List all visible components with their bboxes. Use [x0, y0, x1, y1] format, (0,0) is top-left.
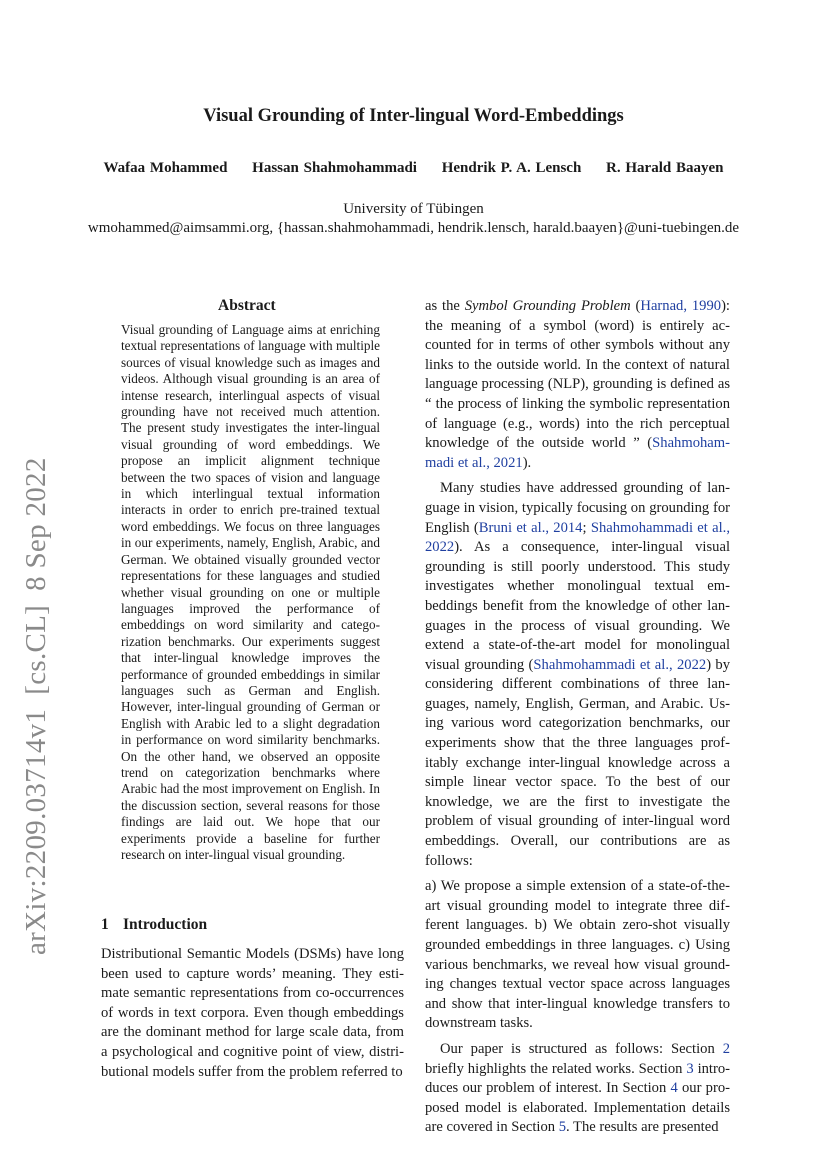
arxiv-date: 8 Sep 2022	[20, 457, 52, 591]
body-paragraph: Our paper is structured as follows: Section 2 briefly highlights the related works. Section 3 introduces our problem of interest. In Section 4 our proposed model is elaborated. Implementation details are covered in Section 5. The results are presented	[425, 1040, 731, 1136]
citation-link[interactable]: Shahmohammadi et al., 2021	[425, 435, 730, 471]
citation-link[interactable]: Shahmohammadi et al., 2022	[425, 519, 730, 556]
section-ref-link[interactable]: 5	[558, 1119, 567, 1136]
author-emails: wmohammed@aimsammi.org, {hassan.shahmohammadi, hendrik.lensch, harald.baayen}@uni-tuebingen.de	[87, 220, 740, 236]
body-paragraph: a) We propose a simple extension of a state-of-the-art visual grounding model to integrate three different languages. b) We obtain zero-shot visually grounded embeddings in three languages. c) Using various benchmarks, we reveal how visual grounding changes textual vector space across languages and show that inter-lingual knowledge transfers to downstream tasks.	[425, 878, 730, 1032]
citation-link[interactable]: Harnad, 1990	[640, 298, 722, 314]
section-number: 1	[101, 916, 109, 933]
section-heading-introduction	[101, 916, 207, 934]
arxiv-watermark	[20, 335, 60, 955]
author-name: R. Harald Baayen	[606, 160, 724, 176]
abstract-text: Visual grounding of Language aims at enriching textual representations of language with multiple sources of visual knowledge such as images and videos. Although visual grounding is an area of intense research, interlingual aspects of visual grounding have not received much attention. The present study investigates the inter-lingual visual grounding of word embeddings. We propose an implicit alignment technique between the two spaces of vision and language in which interlingual textual information interacts in order to enrich pre-trained textual word embeddings. We focus on three languages in our experiments, namely, English, Arabic, and German. We obtained visually grounded vector representations for these languages and studied whether visual grounding on one or multiple languages improved the performance of embeddings on word similarity and categorization benchmarks. Our experiments suggest that inter-lingual knowledge improves the performance of grounded embeddings in similar languages such as German and English. However, inter-lingual grounding of German or English with Arabic led to a slight degradation in performance on word similarity benchmarks. On the other hand, we observed an opposite trend on categorization benchmarks where Arabic had the most improvement on English. In the discussion section, several reasons for those findings are laid out. We hope that our experiments provide a baseline for further research on inter-lingual visual grounding.	[121, 322, 380, 862]
arxiv-id: arXiv:2209.03714v1	[20, 708, 52, 955]
author-name: Wafaa Mohammed	[103, 160, 228, 176]
right-column	[425, 297, 730, 1144]
affiliation: University of Tübingen	[343, 201, 484, 217]
body-paragraph: Many studies have addressed grounding of language in vision, typically focusing on grounding for English (Bruni et al., 2014; Shahmohammadi et al., 2022). As a consequence, inter-lingual visual grounding is still poorly understood. This study investigates whether monolingual textual embeddings benefit from the knowledge of other languages in the process of visual grounding. We extend a state-of-the-art model for monolingual visual grounding (Shahmohammadi et al., 2022) by considering different combinations of three languages, namely, English, German, and Arabic. Using various word categorization benchmarks, our experiments show that the three languages profitably exchange inter-lingual knowledge across a simple linear vector space. To the best of our knowledge, we are the first to investigate the problem of visual grounding of inter-lingual word embeddings. Overall, our contributions are as follows:	[425, 480, 730, 869]
section-ref-link[interactable]: 3	[686, 1060, 694, 1077]
citation-link[interactable]: Shahmohammadi et al., 2022	[533, 656, 707, 673]
intro-paragraph: Distributional Semantic Models (DSMs) have long been used to capture words’ meaning. They estimate semantic representations from co-occurrences of words in text corpora. Even though embeddings are the dominant method for large scale data, from a psychological and cognitive point of view, distributional models suffer from the problem referred to	[101, 946, 404, 1080]
citation-link[interactable]: Bruni et al., 2014	[478, 519, 583, 536]
emphasized-term: Symbol Grounding Problem	[464, 298, 631, 314]
author-name: Hassan Shahmohammadi	[252, 160, 417, 176]
paper-title: Visual Grounding of Inter-lingual Word-Embeddings	[203, 106, 624, 126]
section-ref-link[interactable]: 4	[670, 1080, 678, 1097]
arxiv-category: [cs.CL]	[20, 604, 52, 695]
section-title: Introduction	[123, 916, 208, 933]
author-list	[0, 160, 827, 177]
section-ref-link[interactable]: 2	[722, 1040, 730, 1057]
body-paragraph: as the Symbol Grounding Problem (Harnad, 1990): the meaning of a symbol (word) is entirely accounted for in terms of other symbols without any links to the outside world. In the context of natural language processing (NLP), grounding is defined as “ the process of linking the symbolic representation of language (e.g., words) into the rich perceptual knowledge of the outside world ” (Shahmohammadi et al., 2021).	[425, 298, 730, 471]
author-name: Hendrik P. A. Lensch	[441, 160, 582, 176]
abstract-heading: Abstract	[218, 297, 276, 314]
